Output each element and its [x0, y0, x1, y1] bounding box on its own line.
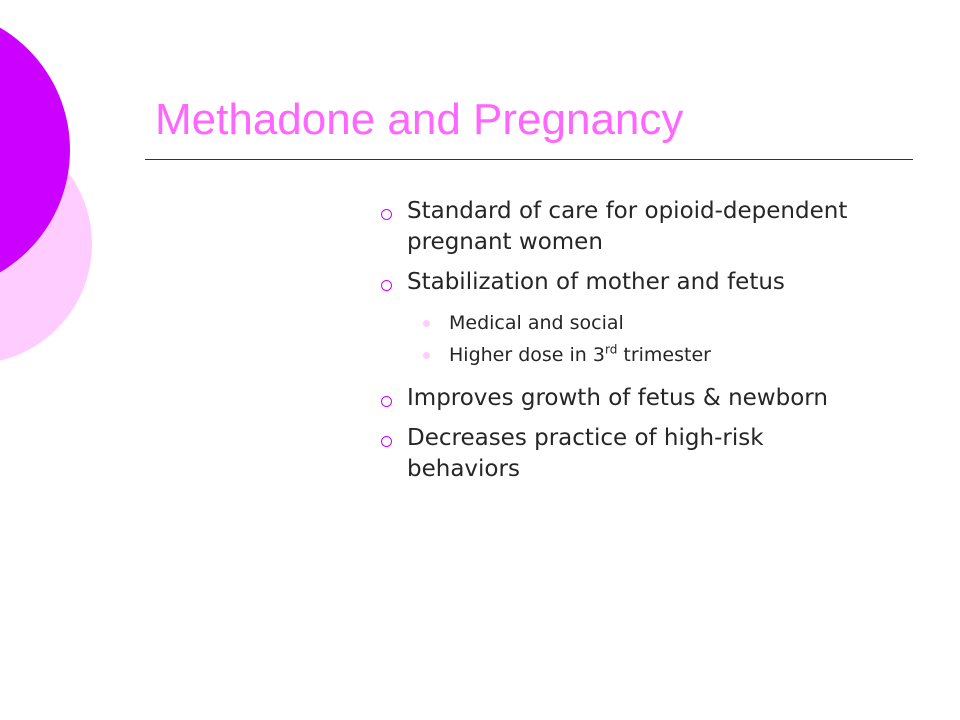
bullet-text: Decreases practice of high-risk behaviors: [407, 425, 764, 482]
superscript-ordinal: rd: [604, 342, 618, 357]
dot-bullet-icon: [423, 320, 430, 327]
sub-bullet-text: Medical and social: [449, 312, 624, 334]
bullet-text: Stabilization of mother and fetus: [407, 269, 785, 295]
sub-bullet-item: [373, 307, 853, 339]
sub-bullet-item: [373, 339, 853, 371]
bullet-text: Improves growth of fetus & newborn: [407, 385, 828, 411]
sub-bullet-text-prefix: Higher dose in 3: [449, 344, 605, 366]
hollow-circle-bullet-icon: [381, 280, 392, 291]
sub-bullet-group: [373, 307, 853, 371]
hollow-circle-bullet-icon: [381, 209, 392, 220]
hollow-circle-bullet-icon: [381, 396, 392, 407]
sub-bullet-list: [373, 307, 853, 371]
bullet-item: [373, 383, 853, 414]
hollow-circle-bullet-icon: [381, 436, 392, 447]
title-divider: [145, 159, 913, 160]
sub-bullet-text-suffix: trimester: [617, 344, 711, 366]
bullet-item: [373, 423, 853, 485]
dot-bullet-icon: [423, 352, 430, 359]
bullet-list: [373, 196, 853, 494]
bullet-item: [373, 267, 853, 298]
slide-title: Methadone and Pregnancy: [155, 95, 684, 144]
bullet-item: [373, 196, 853, 258]
bullet-text: Standard of care for opioid-dependent pregnant women: [407, 198, 848, 255]
